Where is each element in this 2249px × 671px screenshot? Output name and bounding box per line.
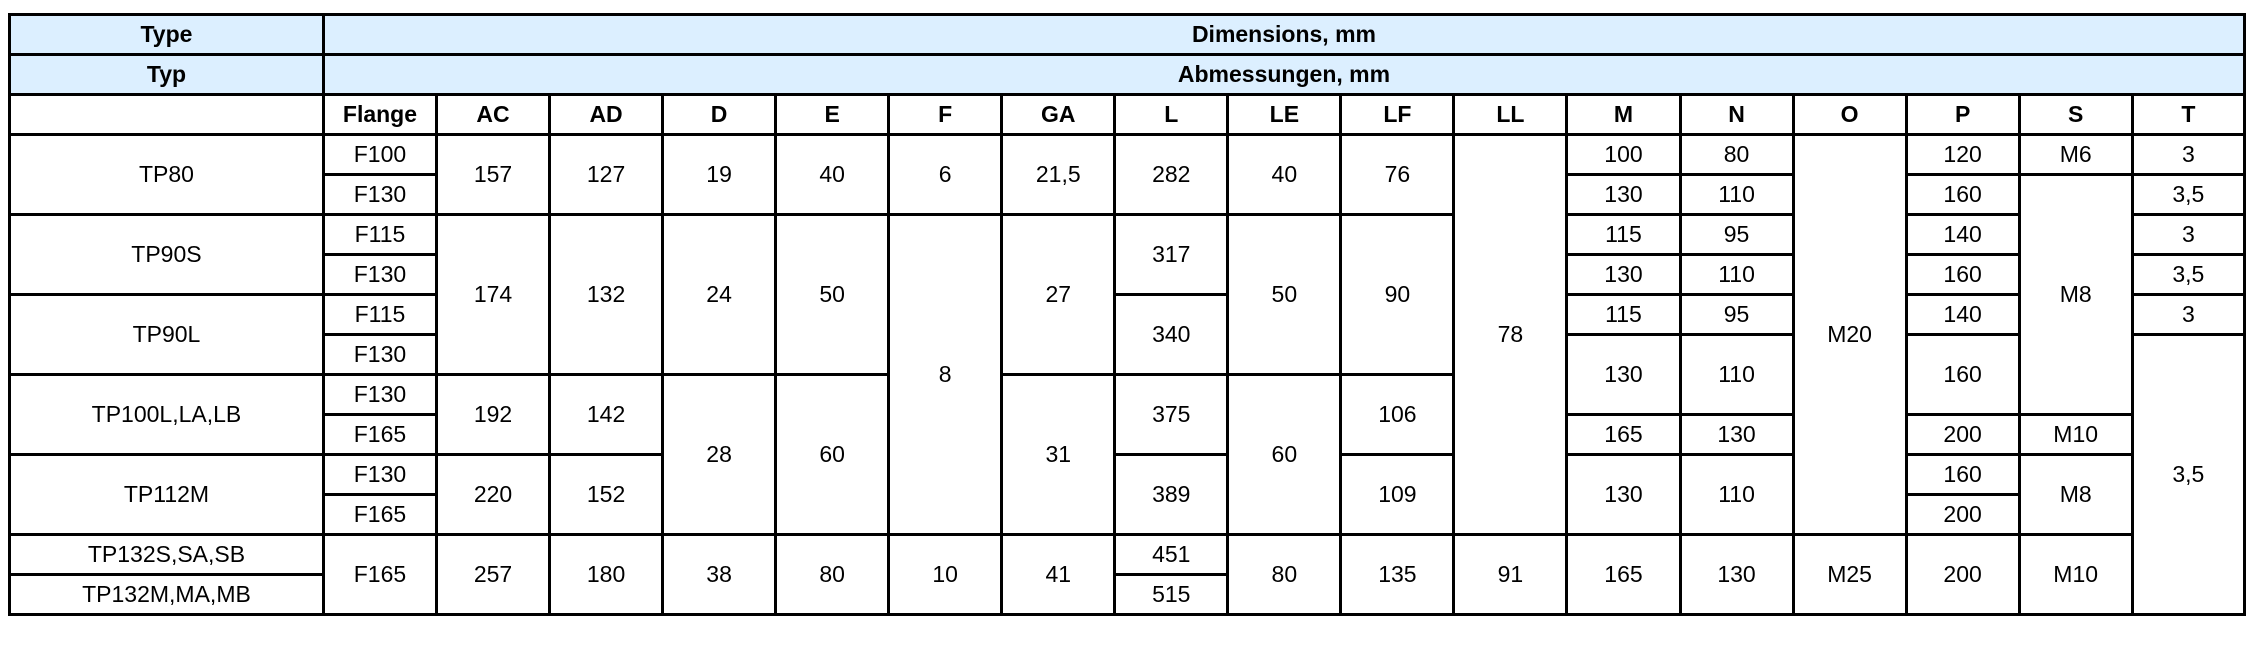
- ll-cell: 91: [1454, 535, 1567, 615]
- p-cell: 200: [1906, 495, 2019, 535]
- flange-cell: F165: [323, 535, 436, 615]
- type-cell: TP80: [10, 135, 324, 215]
- l-cell: 515: [1115, 575, 1228, 615]
- d-cell: 24: [663, 215, 776, 375]
- ga-cell: 21,5: [1002, 135, 1115, 215]
- lf-cell: 90: [1341, 215, 1454, 375]
- t-cell: 3: [2132, 135, 2244, 175]
- type-cell: TP100L,LA,LB: [10, 375, 324, 455]
- column-header-row: [10, 95, 2245, 135]
- type-column-header: [10, 95, 324, 135]
- m-cell: 115: [1567, 215, 1680, 255]
- column-header: N: [1680, 95, 1793, 135]
- lf-cell: 135: [1341, 535, 1454, 615]
- l-cell: 375: [1115, 375, 1228, 455]
- ga-cell: 31: [1002, 375, 1115, 535]
- p-cell: 140: [1906, 215, 2019, 255]
- lf-cell: 109: [1341, 455, 1454, 535]
- ad-cell: 142: [550, 375, 663, 455]
- m-cell: 130: [1567, 455, 1680, 535]
- m-cell: 165: [1567, 415, 1680, 455]
- column-header: AD: [550, 95, 663, 135]
- column-header: Flange: [323, 95, 436, 135]
- n-cell: 110: [1680, 455, 1793, 535]
- ac-cell: 174: [436, 215, 549, 375]
- lf-cell: 76: [1341, 135, 1454, 215]
- l-cell: 317: [1115, 215, 1228, 295]
- ac-cell: 220: [436, 455, 549, 535]
- f-cell: 8: [889, 215, 1002, 535]
- column-header: AC: [436, 95, 549, 135]
- column-header: E: [776, 95, 889, 135]
- n-cell: 95: [1680, 215, 1793, 255]
- flange-cell: F165: [323, 415, 436, 455]
- s-cell: M8: [2019, 455, 2132, 535]
- column-header: O: [1793, 95, 1906, 135]
- ll-cell: 78: [1454, 135, 1567, 535]
- t-cell: 3: [2132, 295, 2244, 335]
- n-cell: 95: [1680, 295, 1793, 335]
- flange-cell: F130: [323, 335, 436, 375]
- m-cell: 100: [1567, 135, 1680, 175]
- column-header: LF: [1341, 95, 1454, 135]
- table-row: [10, 215, 2245, 255]
- p-cell: 200: [1906, 535, 2019, 615]
- column-header: D: [663, 95, 776, 135]
- l-cell: 389: [1115, 455, 1228, 535]
- e-cell: 40: [776, 135, 889, 215]
- f-cell: 6: [889, 135, 1002, 215]
- table-row: [10, 455, 2245, 495]
- column-header: GA: [1002, 95, 1115, 135]
- l-cell: 451: [1115, 535, 1228, 575]
- l-cell: 282: [1115, 135, 1228, 215]
- dimensions-table: [8, 13, 2246, 616]
- table-row: [10, 135, 2245, 175]
- ac-cell: 157: [436, 135, 549, 215]
- type-cell: TP132M,MA,MB: [10, 575, 324, 615]
- ga-cell: 27: [1002, 215, 1115, 375]
- flange-cell: F115: [323, 215, 436, 255]
- column-header: LE: [1228, 95, 1341, 135]
- d-cell: 38: [663, 535, 776, 615]
- p-cell: 140: [1906, 295, 2019, 335]
- o-cell: M20: [1793, 135, 1906, 535]
- e-cell: 80: [776, 535, 889, 615]
- d-cell: 28: [663, 375, 776, 535]
- t-cell: 3,5: [2132, 255, 2244, 295]
- l-cell: 340: [1115, 295, 1228, 375]
- n-cell: 110: [1680, 335, 1793, 415]
- m-cell: 130: [1567, 255, 1680, 295]
- t-cell: 3: [2132, 215, 2244, 255]
- column-header: M: [1567, 95, 1680, 135]
- n-cell: 110: [1680, 255, 1793, 295]
- ga-cell: 41: [1002, 535, 1115, 615]
- type-cell: TP90L: [10, 295, 324, 375]
- ad-cell: 152: [550, 455, 663, 535]
- n-cell: 130: [1680, 415, 1793, 455]
- le-cell: 80: [1228, 535, 1341, 615]
- header-row-de: [10, 55, 2245, 95]
- p-cell: 160: [1906, 335, 2019, 415]
- o-cell: M25: [1793, 535, 1906, 615]
- ac-cell: 192: [436, 375, 549, 455]
- n-cell: 110: [1680, 175, 1793, 215]
- s-cell: M8: [2019, 175, 2132, 415]
- column-header: T: [2132, 95, 2244, 135]
- typ-header: Typ: [10, 55, 324, 95]
- ad-cell: 132: [550, 215, 663, 375]
- p-cell: 160: [1906, 455, 2019, 495]
- s-cell: M10: [2019, 535, 2132, 615]
- n-cell: 80: [1680, 135, 1793, 175]
- flange-cell: F100: [323, 135, 436, 175]
- p-cell: 200: [1906, 415, 2019, 455]
- m-cell: 130: [1567, 175, 1680, 215]
- flange-cell: F130: [323, 175, 436, 215]
- header-row-en: [10, 15, 2245, 55]
- type-cell: TP112M: [10, 455, 324, 535]
- ad-cell: 127: [550, 135, 663, 215]
- column-header: S: [2019, 95, 2132, 135]
- le-cell: 40: [1228, 135, 1341, 215]
- abmessungen-header: Abmessungen, mm: [323, 55, 2244, 95]
- ac-cell: 257: [436, 535, 549, 615]
- m-cell: 165: [1567, 535, 1680, 615]
- column-header: LL: [1454, 95, 1567, 135]
- dimensions-header: Dimensions, mm: [323, 15, 2244, 55]
- flange-cell: F165: [323, 495, 436, 535]
- le-cell: 50: [1228, 215, 1341, 375]
- column-header: L: [1115, 95, 1228, 135]
- m-cell: 115: [1567, 295, 1680, 335]
- t-cell: 3,5: [2132, 175, 2244, 215]
- table-row: [10, 295, 2245, 335]
- le-cell: 60: [1228, 375, 1341, 535]
- n-cell: 130: [1680, 535, 1793, 615]
- flange-cell: F130: [323, 255, 436, 295]
- column-header: P: [1906, 95, 2019, 135]
- table-row: [10, 535, 2245, 575]
- flange-cell: F130: [323, 375, 436, 415]
- type-cell: TP132S,SA,SB: [10, 535, 324, 575]
- m-cell: 130: [1567, 335, 1680, 415]
- flange-cell: F115: [323, 295, 436, 335]
- flange-cell: F130: [323, 455, 436, 495]
- f-cell: 10: [889, 535, 1002, 615]
- p-cell: 160: [1906, 175, 2019, 215]
- s-cell: M10: [2019, 415, 2132, 455]
- e-cell: 60: [776, 375, 889, 535]
- type-header: Type: [10, 15, 324, 55]
- s-cell: M6: [2019, 135, 2132, 175]
- column-header: F: [889, 95, 1002, 135]
- d-cell: 19: [663, 135, 776, 215]
- ad-cell: 180: [550, 535, 663, 615]
- lf-cell: 106: [1341, 375, 1454, 455]
- p-cell: 160: [1906, 255, 2019, 295]
- e-cell: 50: [776, 215, 889, 375]
- t-cell: 3,5: [2132, 335, 2244, 615]
- type-cell: TP90S: [10, 215, 324, 295]
- p-cell: 120: [1906, 135, 2019, 175]
